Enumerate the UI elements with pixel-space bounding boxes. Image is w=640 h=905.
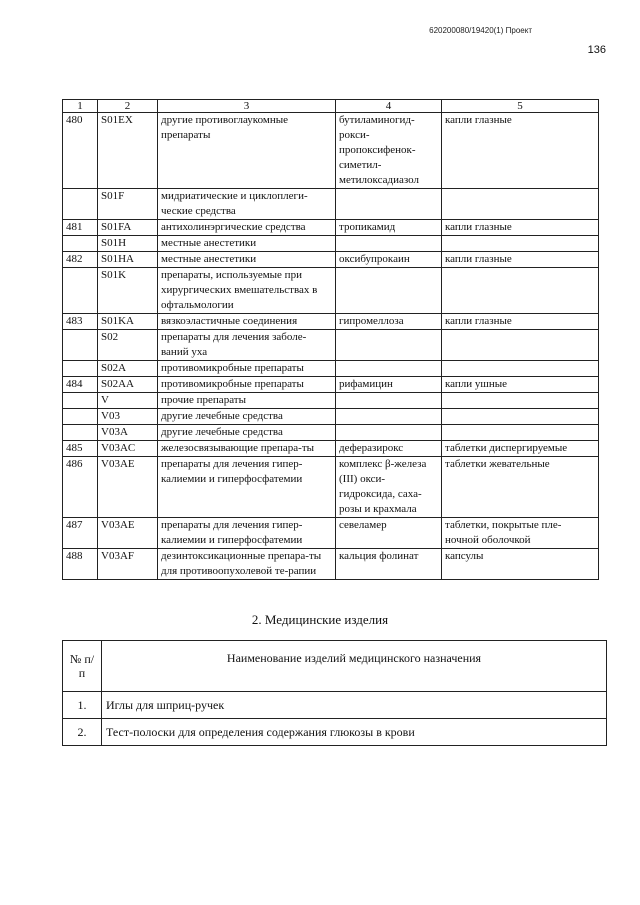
medical-devices-table [62, 640, 607, 746]
atc-code: S01FA [98, 220, 158, 236]
atc-code: V03A [98, 425, 158, 441]
page-number: 136 [587, 44, 606, 56]
atc-code: S01K [98, 268, 158, 314]
row-number: 488 [63, 549, 98, 580]
group-name: железосвязывающие препара-ты [158, 441, 336, 457]
table-row [63, 393, 599, 409]
row-number: 484 [63, 377, 98, 393]
dosage-form: таблетки жевательные [442, 457, 599, 518]
substance-name: гипромеллоза [336, 314, 442, 330]
row-number: 486 [63, 457, 98, 518]
device-number: 1. [63, 692, 102, 719]
atc-code: S01KA [98, 314, 158, 330]
dosage-form: капсулы [442, 549, 599, 580]
group-name: препараты для лечения гипер-калиемии и гиперфосфатемии [158, 457, 336, 518]
table-row [63, 719, 607, 746]
table-row [63, 268, 599, 314]
header-cell: 1 [63, 100, 98, 113]
row-number [63, 393, 98, 409]
table-row [63, 252, 599, 268]
group-name: другие противоглаукомные препараты [158, 113, 336, 189]
row-number: 481 [63, 220, 98, 236]
atc-code: S02AA [98, 377, 158, 393]
substance-name [336, 361, 442, 377]
dosage-form: таблетки, покрытые пле-ночной оболочкой [442, 518, 599, 549]
atc-code: V03AE [98, 457, 158, 518]
row-number [63, 236, 98, 252]
header-cell-number: № п/п [63, 641, 102, 692]
table-row [63, 236, 599, 252]
substance-name [336, 189, 442, 220]
group-name: противомикробные препараты [158, 361, 336, 377]
dosage-form [442, 236, 599, 252]
group-name: местные анестетики [158, 252, 336, 268]
row-number [63, 425, 98, 441]
header-cell: 4 [336, 100, 442, 113]
dosage-form: капли глазные [442, 314, 599, 330]
group-name: препараты для лечения гипер-калиемии и гиперфосфатемии [158, 518, 336, 549]
dosage-form [442, 361, 599, 377]
table-row [63, 441, 599, 457]
table-row [63, 361, 599, 377]
device-name: Иглы для шприц-ручек [102, 692, 607, 719]
table-row [63, 409, 599, 425]
dosage-form [442, 409, 599, 425]
dosage-form: капли глазные [442, 220, 599, 236]
substance-name: деферазирокс [336, 441, 442, 457]
table-row [63, 113, 599, 189]
atc-code: V03 [98, 409, 158, 425]
table-row [63, 692, 607, 719]
table-row [63, 518, 599, 549]
table-header-row [63, 100, 599, 113]
atc-code: S01EX [98, 113, 158, 189]
group-name: прочие препараты [158, 393, 336, 409]
table-row [63, 457, 599, 518]
substance-name [336, 330, 442, 361]
group-name: другие лечебные средства [158, 409, 336, 425]
group-name: дезинтоксикационные препара-ты для противоопухолевой те-рапии [158, 549, 336, 580]
substance-name [336, 425, 442, 441]
row-number [63, 330, 98, 361]
header-cell-name: Наименование изделий медицинского назначения [102, 641, 607, 692]
table-row [63, 377, 599, 393]
atc-code: V [98, 393, 158, 409]
dosage-form: таблетки диспергируемые [442, 441, 599, 457]
row-number: 483 [63, 314, 98, 330]
substance-name: севеламер [336, 518, 442, 549]
row-number [63, 189, 98, 220]
table-row [63, 189, 599, 220]
row-number: 485 [63, 441, 98, 457]
dosage-form: капли ушные [442, 377, 599, 393]
substance-name: кальция фолинат [336, 549, 442, 580]
header-cell: 3 [158, 100, 336, 113]
atc-code: S02 [98, 330, 158, 361]
row-number [63, 361, 98, 377]
header-cell: 2 [98, 100, 158, 113]
group-name: вязкоэластичные соединения [158, 314, 336, 330]
drug-table [62, 99, 599, 580]
substance-name: бутиламиногид-рокси-пропоксифенок-симетил-метилоксадиазол [336, 113, 442, 189]
atc-code: V03AE [98, 518, 158, 549]
dosage-form [442, 189, 599, 220]
section-title: 2. Медицинские изделия [251, 612, 389, 627]
atc-code: S01H [98, 236, 158, 252]
substance-name: тропикамид [336, 220, 442, 236]
dosage-form [442, 268, 599, 314]
substance-name: оксибупрокаин [336, 252, 442, 268]
row-number: 480 [63, 113, 98, 189]
substance-name [336, 268, 442, 314]
table-row [63, 314, 599, 330]
row-number [63, 268, 98, 314]
dosage-form: капли глазные [442, 252, 599, 268]
table-row [63, 330, 599, 361]
table-header-row [63, 641, 607, 692]
row-number [63, 409, 98, 425]
substance-name [336, 409, 442, 425]
atc-code: S01F [98, 189, 158, 220]
group-name: мидриатические и циклоплеги-ческие средства [158, 189, 336, 220]
atc-code: V03AC [98, 441, 158, 457]
row-number: 482 [63, 252, 98, 268]
group-name: местные анестетики [158, 236, 336, 252]
dosage-form: капли глазные [442, 113, 599, 189]
substance-name: рифамицин [336, 377, 442, 393]
group-name: препараты, используемые при хирургических вмешательствах в офтальмологии [158, 268, 336, 314]
atc-code: S01HA [98, 252, 158, 268]
substance-name [336, 236, 442, 252]
substance-name: комплекс β-железа (III) окси-гидроксида, саха-розы и крахмала [336, 457, 442, 518]
group-name: антихолинэргические средства [158, 220, 336, 236]
atc-code: S02A [98, 361, 158, 377]
table-row [63, 549, 599, 580]
row-number: 487 [63, 518, 98, 549]
device-name: Тест-полоски для определения содержания глюкозы в крови [102, 719, 607, 746]
substance-name [336, 393, 442, 409]
header-cell: 5 [442, 100, 599, 113]
dosage-form [442, 425, 599, 441]
group-name: препараты для лечения заболе-ваний уха [158, 330, 336, 361]
atc-code: V03AF [98, 549, 158, 580]
dosage-form [442, 393, 599, 409]
device-number: 2. [63, 719, 102, 746]
table-row [63, 425, 599, 441]
table-row [63, 220, 599, 236]
group-name: противомикробные препараты [158, 377, 336, 393]
document-id: 620200080/19420(1) Проект [429, 26, 532, 35]
dosage-form [442, 330, 599, 361]
group-name: другие лечебные средства [158, 425, 336, 441]
